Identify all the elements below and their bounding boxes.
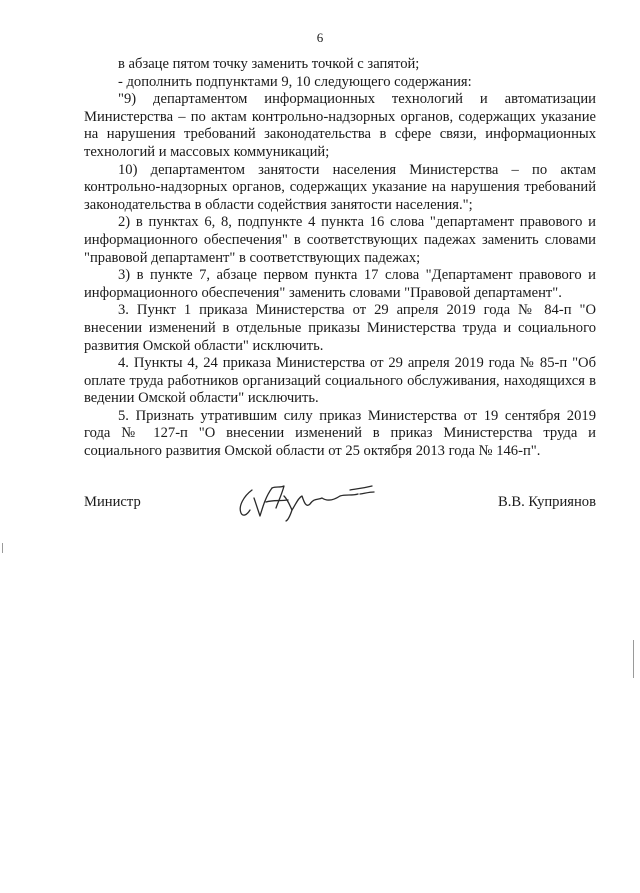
paragraph: "9) департаментом информационных технологий и автоматизации Министерства – по актам контрольно-надзорных органов, содержащих указание на нарушения требований законодательства в сфере связи, информационных технологий и массовых коммуникаций; <box>84 91 596 160</box>
handwritten-signature <box>232 480 392 522</box>
page-number: 6 <box>316 30 324 45</box>
paragraph: - дополнить подпунктами 9, 10 следующего содержания: <box>118 73 472 90</box>
scan-edge-mark <box>633 640 634 678</box>
scan-edge-mark <box>2 543 3 553</box>
signer-title: Министр <box>84 494 141 510</box>
paragraph: 2) в пунктах 6, 8, подпункте 4 пункта 16 слова "департамент правового и информационного обеспечения" в соответствующих падежах заменить словами "правовой департамент" в соответствующих падежах; <box>84 214 596 266</box>
paragraph: 10) департаментом занятости населения Министерства – по актам контрольно-надзорных органов, содержащих указание на нарушения требований законодательства в области содействия занятости населения."; <box>84 161 596 213</box>
signer-name: В.В. Куприянов <box>498 494 596 510</box>
signature-block <box>84 480 596 524</box>
paragraph: 5. Признать утратившим силу приказ Министерства от 19 сентября 2019 года № 127-п "О внесении изменений в приказ Министерства труда и социального развития Омской области от 25 октября 2013 года № 146-п". <box>84 407 596 460</box>
document-body <box>84 56 596 461</box>
paragraph: в абзаце пятом точку заменить точкой с запятой; <box>118 56 420 72</box>
paragraph: 4. Пункты 4, 24 приказа Министерства от 29 апреля 2019 года № 85-п "Об оплате труда работников организаций социального обслуживания, находящихся в ведении Омской области" исключить. <box>84 355 596 407</box>
paragraph: 3) в пункте 7, абзаце первом пункта 17 слова "Департамент правового и информационного обеспечения" заменить словами "Правовой департамент". <box>84 267 596 301</box>
paragraph: 3. Пункт 1 приказа Министерства от 29 апреля 2019 года № 84-п "О внесении изменений в отдельные приказы Министерства труда и социального развития Омской области" исключить. <box>84 302 596 354</box>
